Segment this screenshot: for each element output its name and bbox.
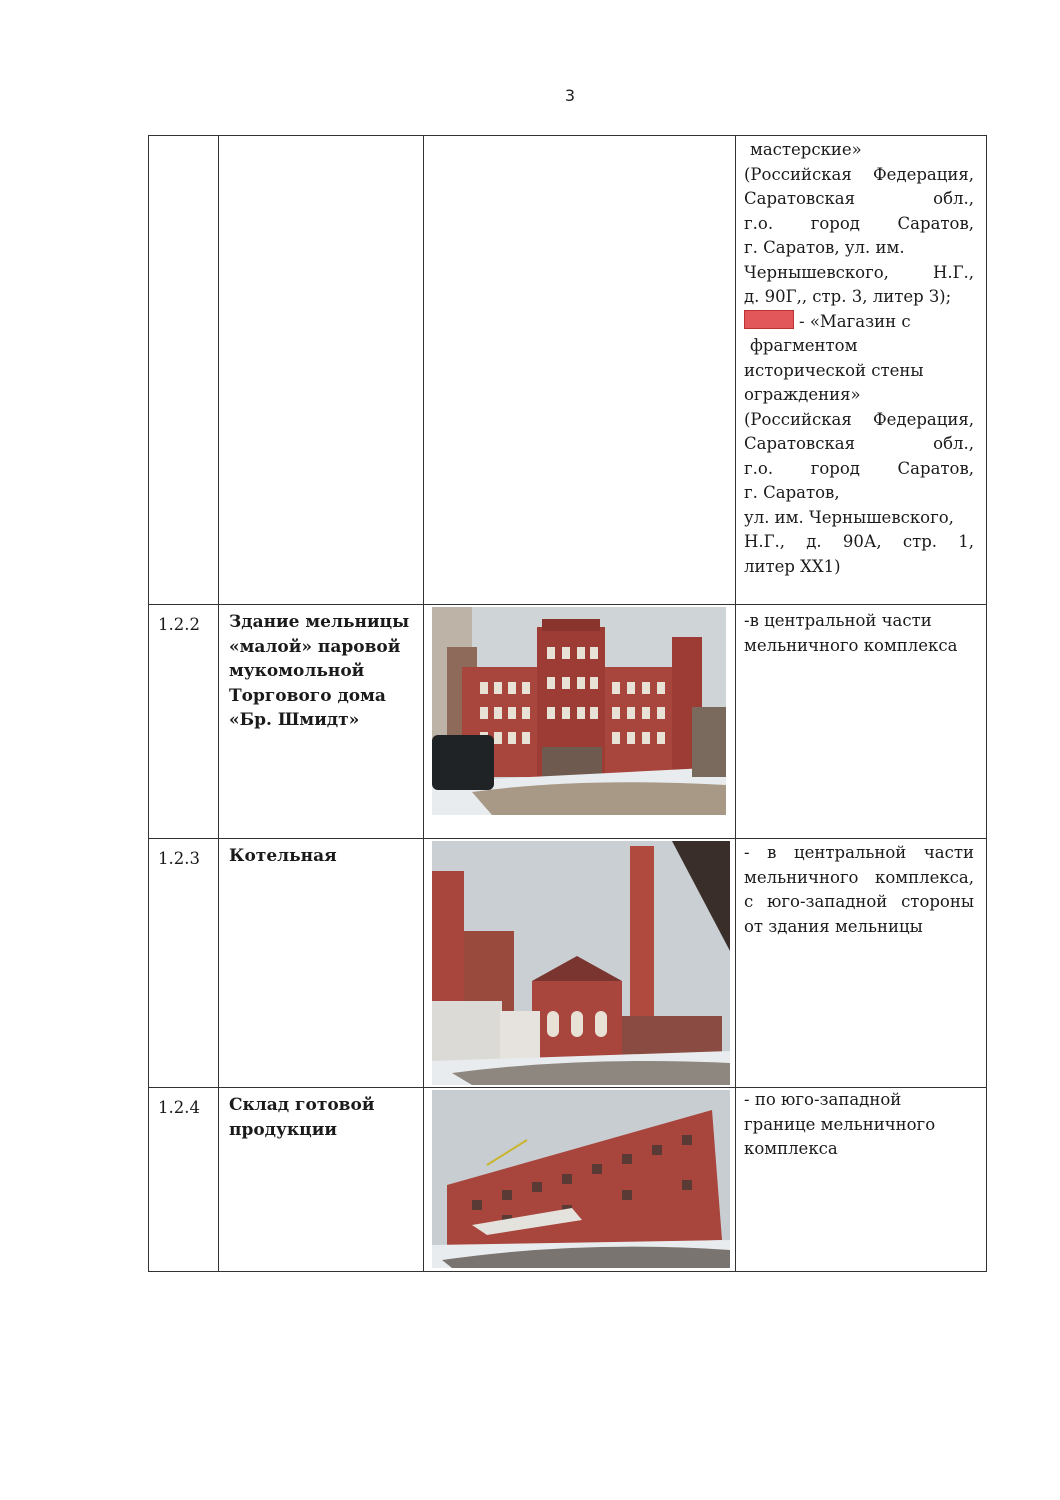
desc-line: Н.Г., д. 90А, стр. 1, <box>744 532 974 551</box>
desc-line: ограждения» <box>744 385 861 404</box>
desc-line: Чернышевского, Н.Г., <box>744 262 974 282</box>
cell-number <box>149 1088 219 1272</box>
object-location: - по юго-западной границе мельничного комплекса <box>744 1090 936 1158</box>
desc-text: - «Магазин с <box>799 311 911 331</box>
desc-line-redacted <box>744 310 974 335</box>
mill-building-photo <box>432 607 726 815</box>
cell-name <box>219 136 424 605</box>
row-number: 1.2.4 <box>158 1098 200 1117</box>
cell-name <box>219 839 424 1088</box>
desc-line: исторической стены <box>744 360 924 380</box>
cell-number <box>149 839 219 1088</box>
desc-line: (Российская Федерация, <box>744 409 974 429</box>
desc-line: литер XX1) <box>744 556 841 576</box>
warehouse-photo <box>432 1090 730 1268</box>
cell-description <box>736 605 987 839</box>
desc-line: Саратовская обл., <box>744 189 974 208</box>
object-name: Склад готовой продукции <box>229 1095 375 1140</box>
desc-line: фрагментом <box>750 336 858 355</box>
cell-description <box>736 839 987 1088</box>
row-number: 1.2.2 <box>158 615 200 634</box>
cell-name <box>219 1088 424 1272</box>
object-location: - в центральной части мельничного комплекса, с юго-западной стороны от здания мельницы <box>744 843 974 936</box>
cell-description <box>736 1088 987 1272</box>
desc-line: г. Саратов, ул. им. <box>744 238 905 257</box>
cell-name <box>219 605 424 839</box>
desc-line: г. Саратов, <box>744 483 840 502</box>
objects-table <box>148 135 987 1272</box>
cell-description <box>736 136 987 605</box>
object-location: -в центральной части мельничного комплекса <box>744 611 958 655</box>
row-number: 1.2.3 <box>158 849 200 868</box>
table-row <box>149 1088 987 1272</box>
table-row <box>149 136 987 605</box>
cell-photo <box>424 839 736 1088</box>
desc-line: г.о. город Саратов, <box>744 213 974 233</box>
desc-line: г.о. город Саратов, <box>744 458 974 478</box>
boiler-house-photo <box>432 841 730 1085</box>
object-name: Котельная <box>229 846 337 866</box>
redaction-mark <box>744 310 794 329</box>
table-row <box>149 605 987 839</box>
desc-line: Саратовская обл., <box>744 434 974 453</box>
desc-line: мастерские» <box>750 140 862 159</box>
desc-line: (Российская Федерация, <box>744 164 974 184</box>
page-number: 3 <box>564 86 576 105</box>
cell-photo <box>424 136 736 605</box>
cell-number <box>149 136 219 605</box>
object-name: Здание мельницы «малой» паровой мукомольной Торгового дома «Бр. Шмидт» <box>229 612 410 730</box>
desc-line: ул. им. Чернышевского, <box>744 507 954 527</box>
cell-photo <box>424 605 736 839</box>
desc-line: д. 90Г,, стр. 3, литер З); <box>744 287 952 306</box>
table-row <box>149 839 987 1088</box>
cell-photo <box>424 1088 736 1272</box>
cell-number <box>149 605 219 839</box>
